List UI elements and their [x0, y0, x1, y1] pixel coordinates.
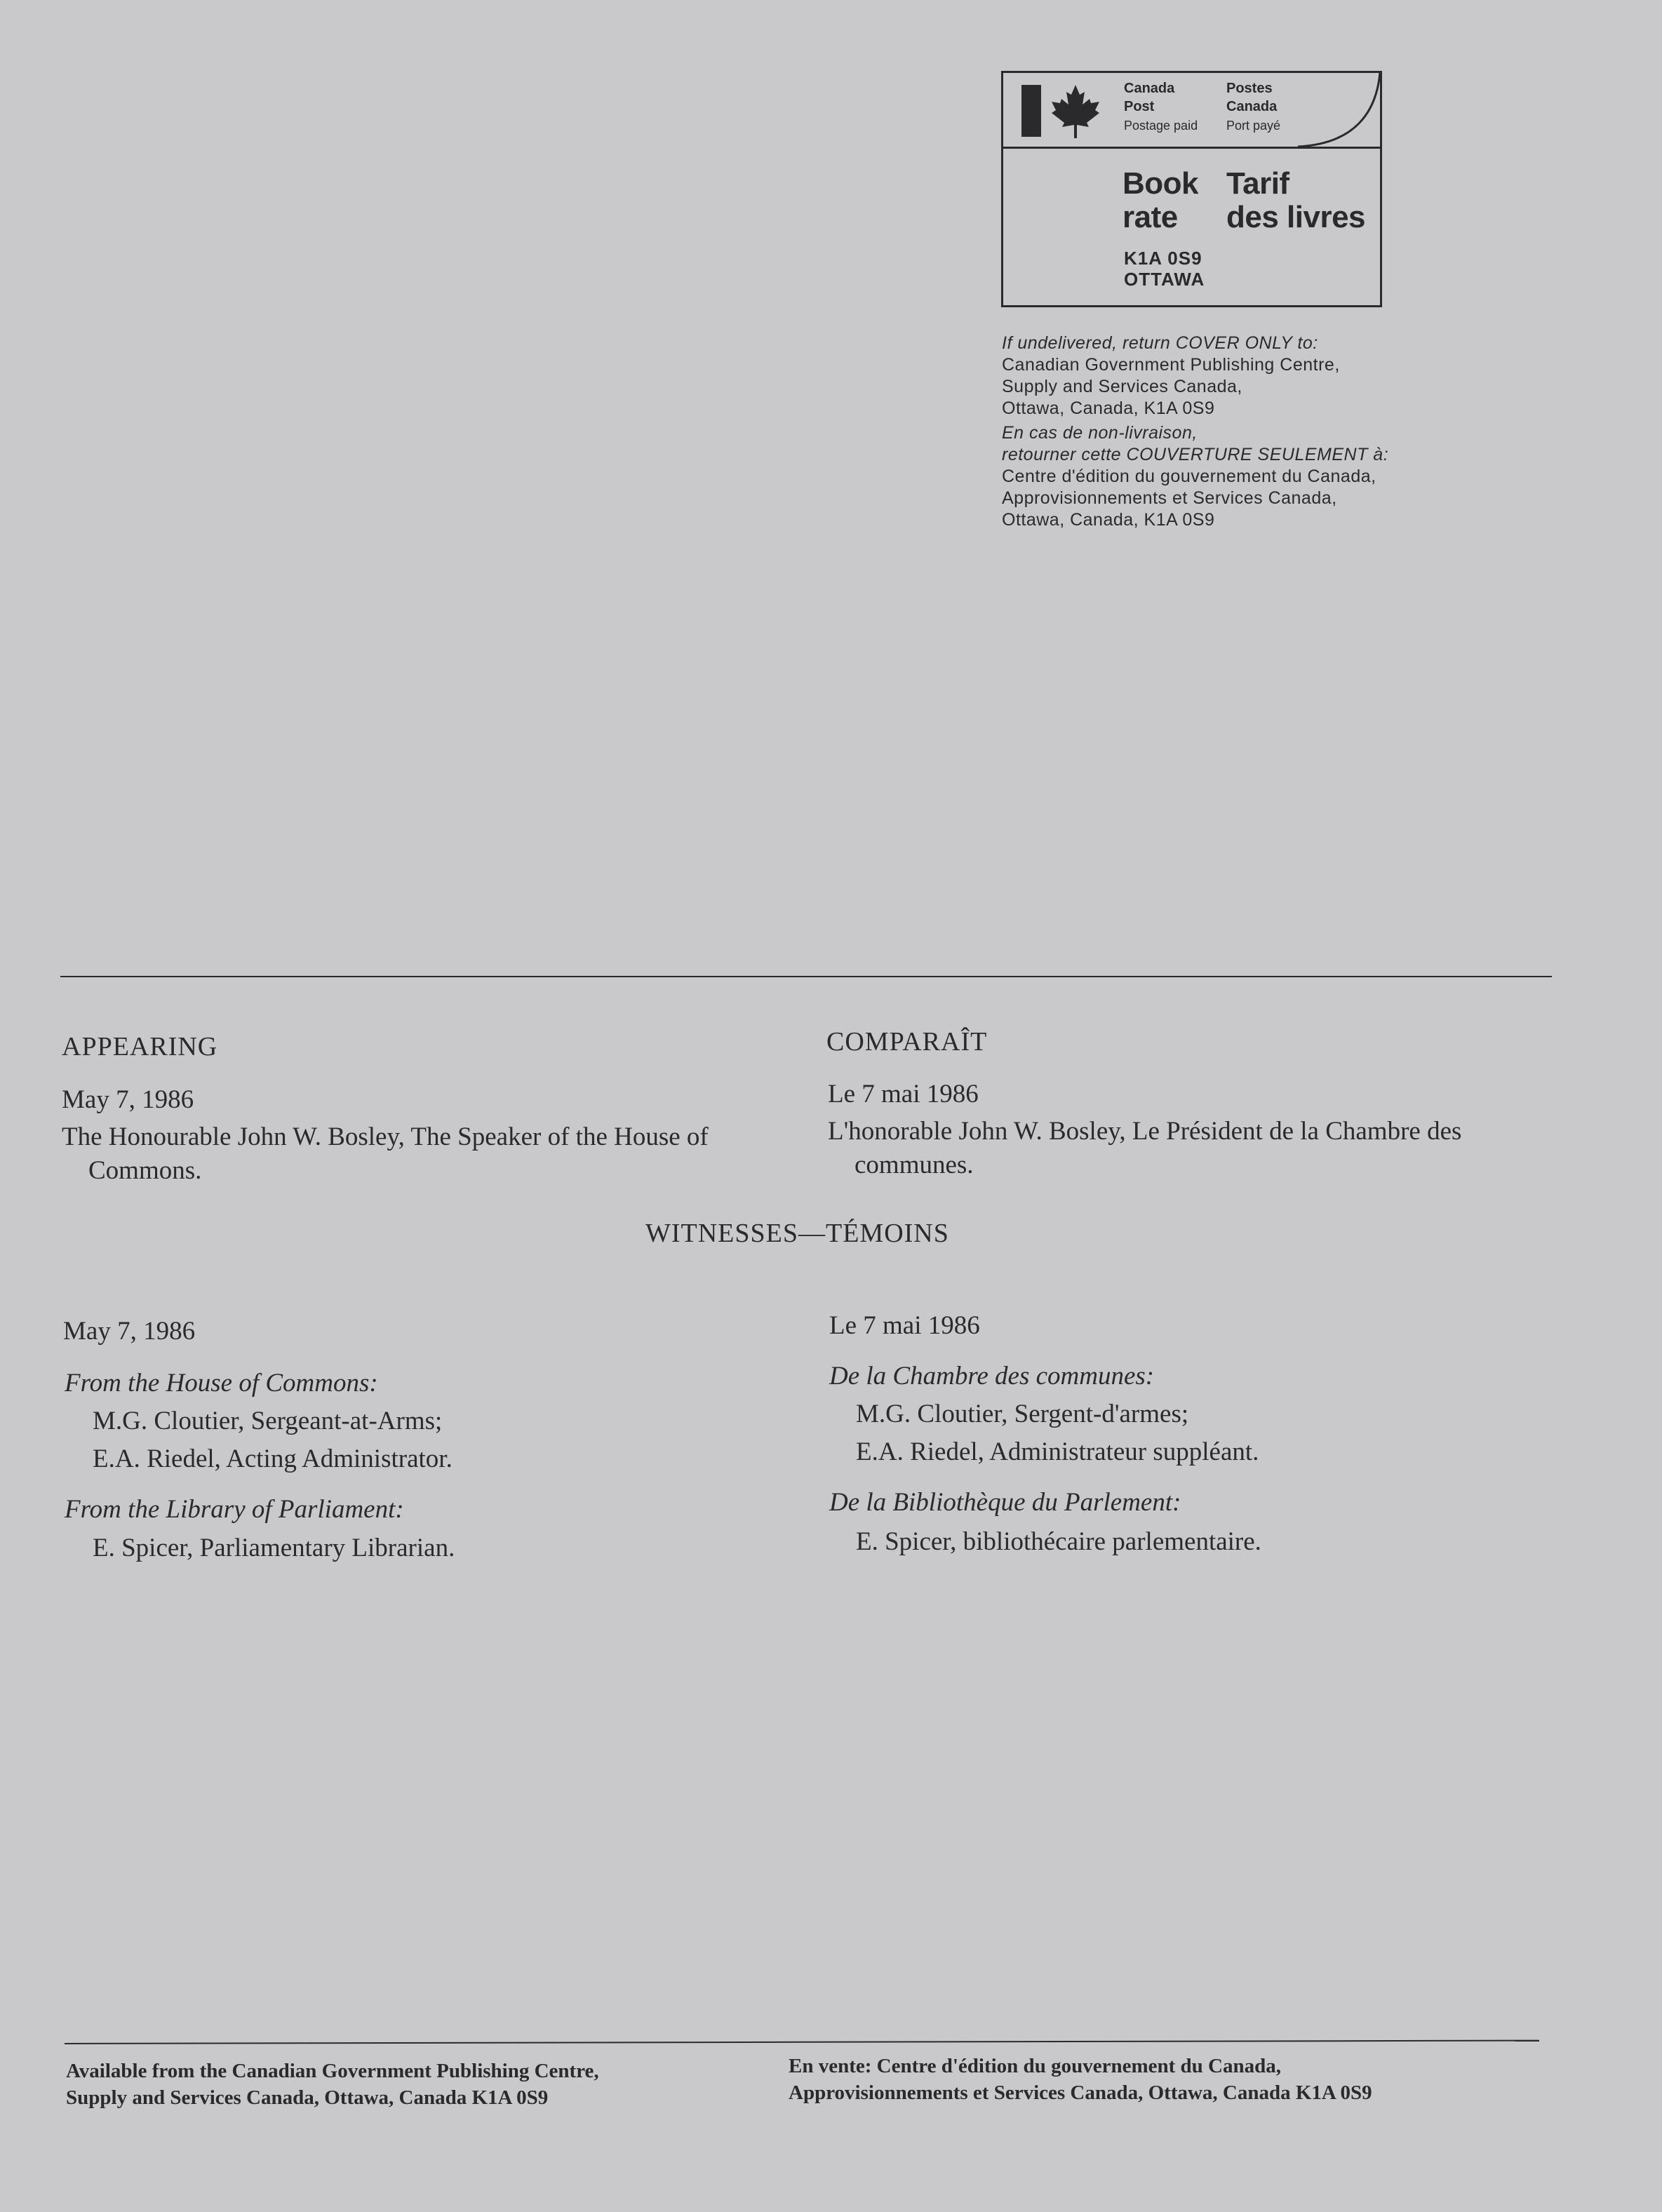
city-label: OTTAWA: [1124, 269, 1205, 290]
comparait-paragraph: [828, 1115, 1557, 1182]
witness-entry: E.A. Riedel, Acting Administrator.: [93, 1444, 453, 1473]
postes-fr-label: Postes: [1226, 81, 1273, 96]
port-paye-label: Port payé: [1226, 119, 1281, 133]
witnesses-en-group-label: From the House of Commons:: [65, 1369, 378, 1397]
canada-fr-label: Canada: [1226, 99, 1278, 114]
witness-entry: E. Spicer, Parliamentary Librarian.: [93, 1534, 455, 1562]
comparait-line: communes.: [855, 1151, 974, 1179]
postal-code: K1A 0S9: [1124, 248, 1202, 269]
witness-entry: E.A. Riedel, Administrateur suppléant.: [856, 1437, 1259, 1466]
flag-bar: [1021, 85, 1041, 137]
witnesses-en-date: May 7, 1986: [63, 1317, 196, 1346]
witness-entry: M.G. Cloutier, Sergeant-at-Arms;: [93, 1407, 443, 1435]
witnesses-en-group-label: From the Library of Parliament:: [65, 1495, 404, 1524]
return-notice: [1002, 333, 1507, 531]
witnesses-heading: WITNESSES—TÉMOINS: [645, 1219, 949, 1248]
witnesses-fr-group-label: De la Bibliothèque du Parlement:: [829, 1488, 1181, 1517]
footer-en-line: Available from the Canadian Government Publishing Centre,: [66, 2060, 599, 2082]
return-en-line: Ottawa, Canada, K1A 0S9: [1002, 398, 1215, 418]
return-fr-line: Ottawa, Canada, K1A 0S9: [1002, 510, 1215, 530]
canada-en-label: Canada: [1124, 81, 1175, 96]
appearing-heading: APPEARING: [62, 1032, 218, 1061]
postage-header: [1003, 73, 1380, 149]
tarif-label: Tarif: [1226, 166, 1289, 201]
return-fr-line: Centre d'édition du gouvernement du Canada,: [1002, 467, 1376, 486]
appearing-line: Commons.: [88, 1156, 202, 1185]
appearing-paragraph: [62, 1120, 819, 1188]
footer-fr: [789, 2053, 1372, 2106]
witness-entry: M.G. Cloutier, Sergent-d'armes;: [856, 1400, 1189, 1428]
footer-en: [66, 2058, 599, 2111]
return-fr-line: Approvisionnements et Services Canada,: [1002, 488, 1337, 508]
footer-fr-line: En vente: Centre d'édition du gouvernement du Canada,: [789, 2055, 1281, 2077]
postage-paid-label: Postage paid: [1124, 119, 1198, 133]
witnesses-fr-group-label: De la Chambre des communes:: [829, 1362, 1155, 1390]
footer-fr-line: Approvisionnements et Services Canada, Ottawa, Canada K1A 0S9: [789, 2082, 1372, 2104]
return-fr-intro: retourner cette COUVERTURE SEULEMENT à:: [1002, 445, 1389, 464]
postage-indicium: [1001, 71, 1382, 307]
witnesses-fr-date: Le 7 mai 1986: [829, 1311, 980, 1340]
des-livres-label: des livres: [1226, 200, 1366, 234]
return-en-line: Canadian Government Publishing Centre,: [1002, 355, 1340, 375]
appearing-date: May 7, 1986: [62, 1085, 194, 1114]
return-en-intro: If undelivered, return COVER ONLY to:: [1002, 333, 1318, 353]
footer-en-line: Supply and Services Canada, Ottawa, Canada K1A 0S9: [66, 2086, 549, 2109]
comparait-heading: COMPARAÎT: [826, 1027, 988, 1057]
post-en-label: Post: [1124, 99, 1155, 114]
section-divider: [60, 976, 1552, 977]
postage-corner-curve: [1298, 71, 1382, 151]
witness-entry: E. Spicer, bibliothécaire parlementaire.: [856, 1527, 1261, 1556]
appearing-line: The Honourable John W. Bosley, The Speaker of the House of: [62, 1122, 709, 1151]
comparait-line: L'honorable John W. Bosley, Le Président de la Chambre des: [828, 1117, 1462, 1146]
book-label: Book: [1122, 166, 1198, 201]
comparait-date: Le 7 mai 1986: [828, 1080, 979, 1108]
maple-leaf-icon: [1049, 82, 1102, 141]
return-en-line: Supply and Services Canada,: [1002, 377, 1242, 396]
rate-label: rate: [1122, 200, 1178, 234]
return-fr-intro: En cas de non-livraison,: [1002, 423, 1198, 443]
footer-divider: [65, 2040, 1539, 2044]
